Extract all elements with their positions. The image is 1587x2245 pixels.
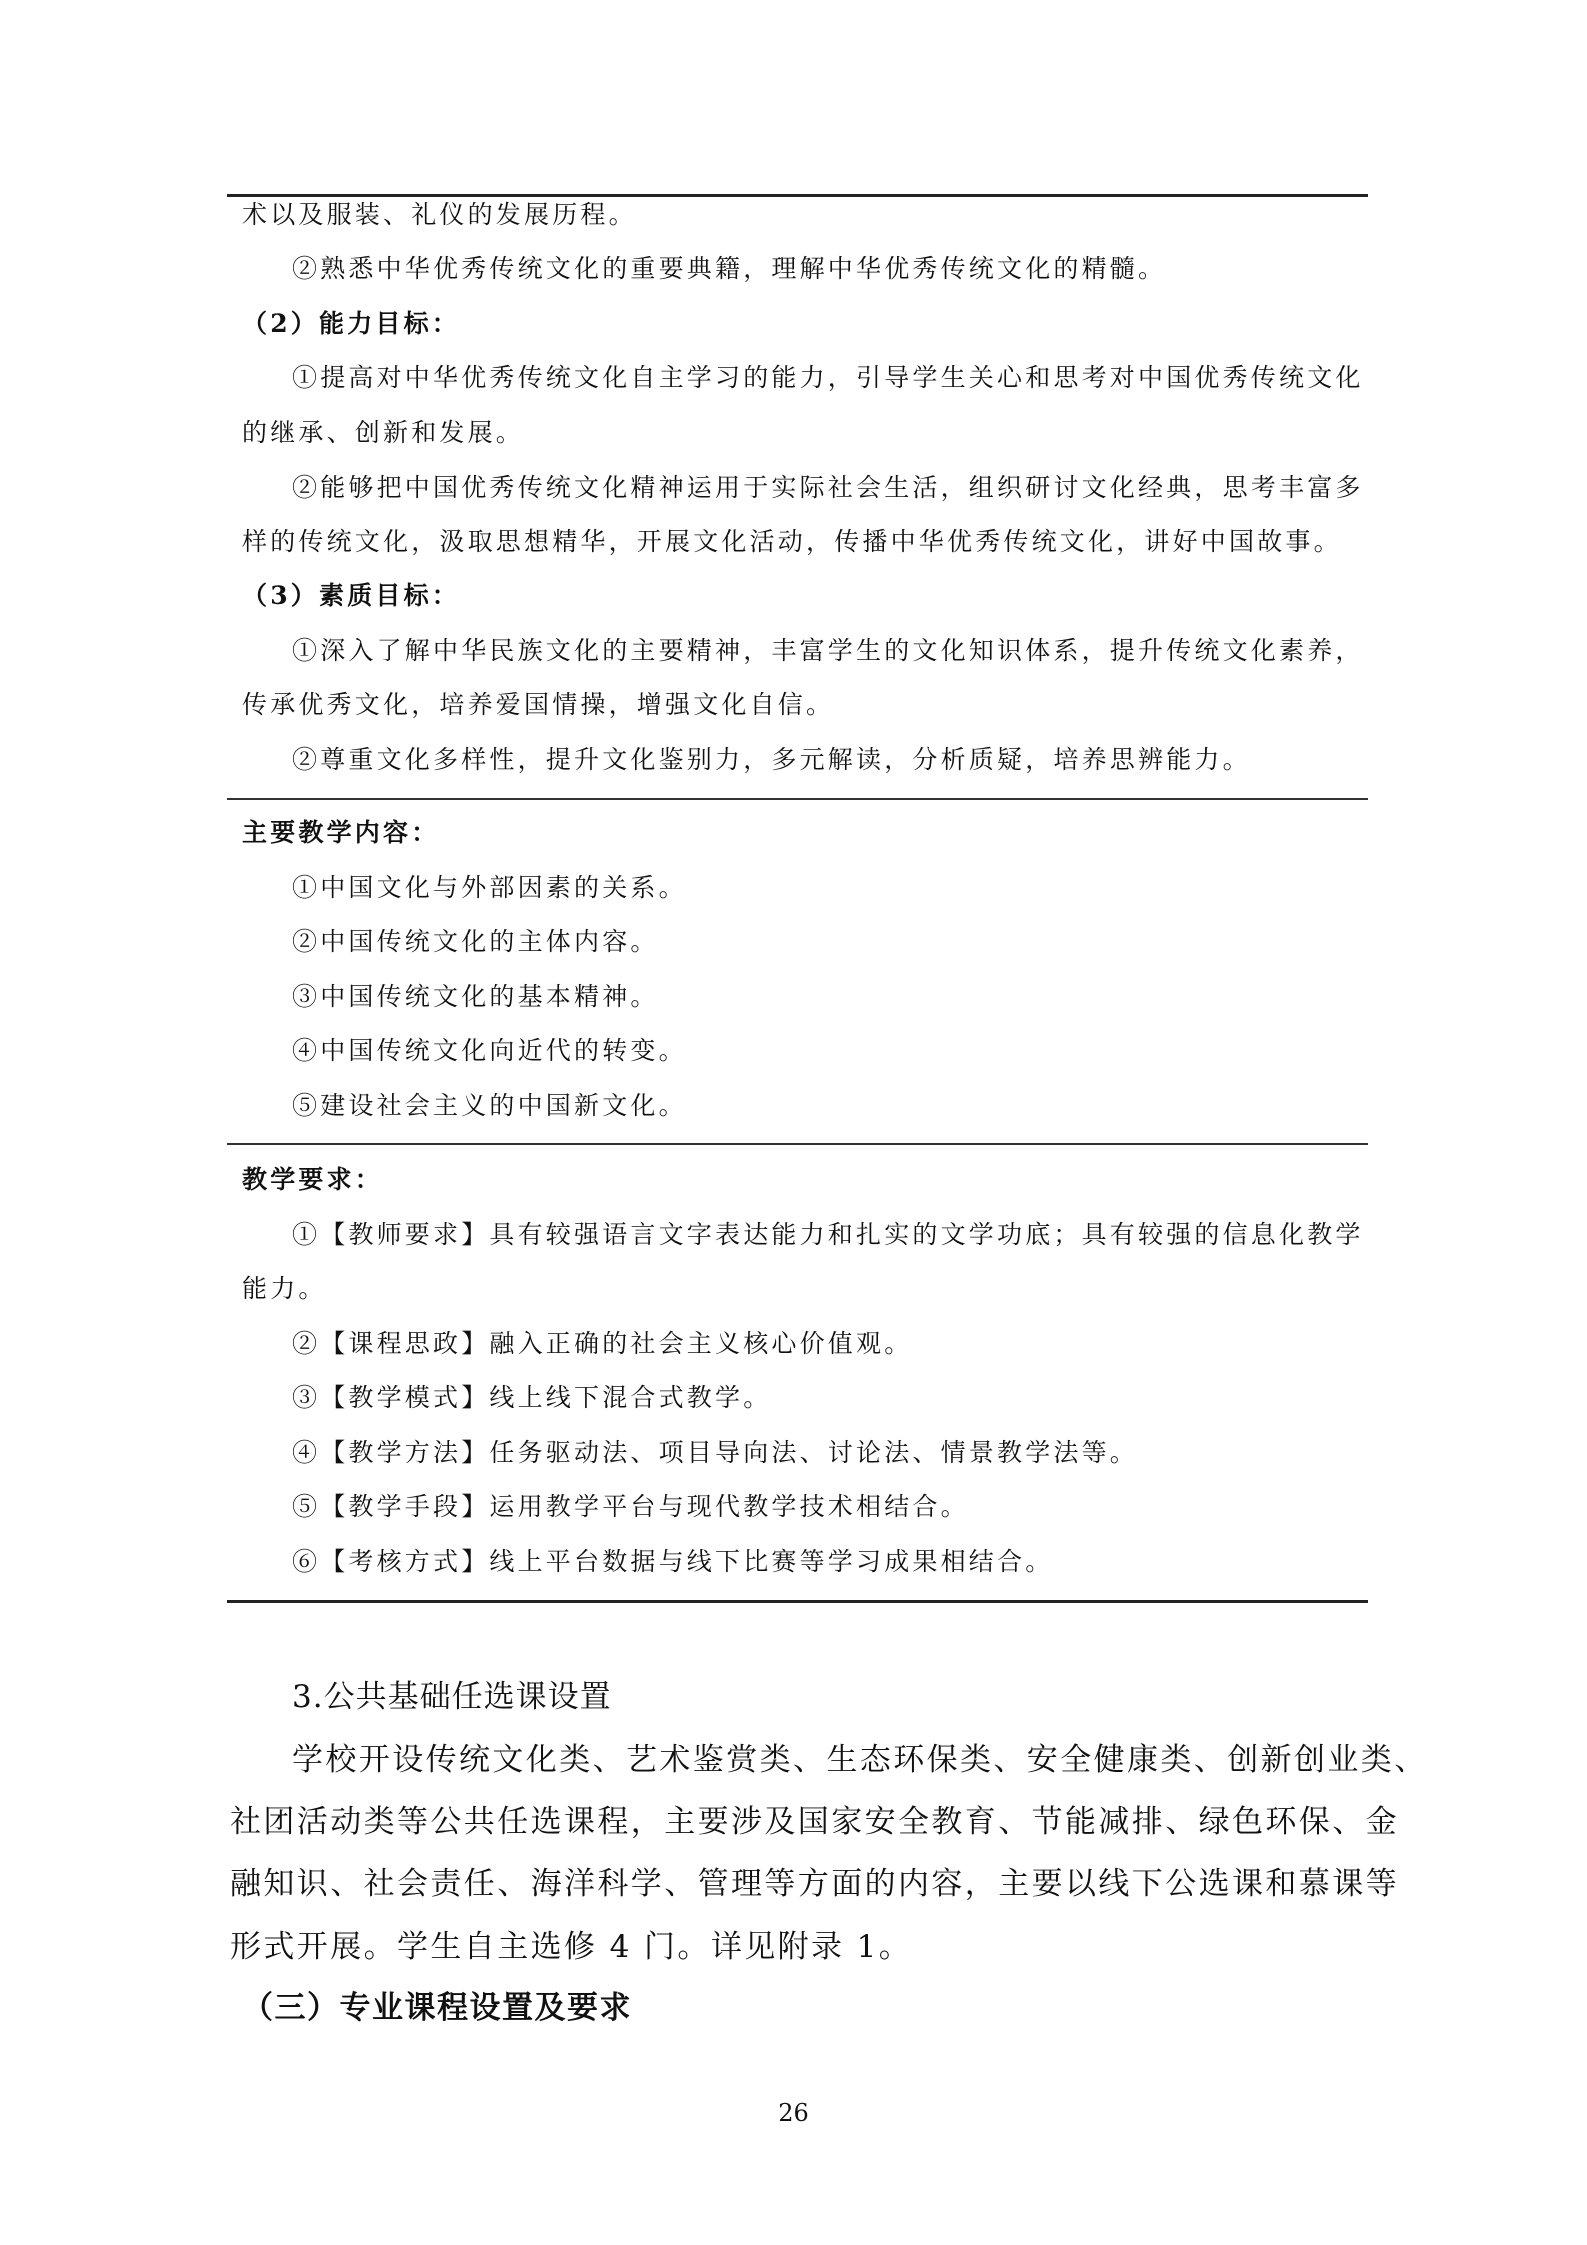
quality-item-1-line-1: ①深入了解中华民族文化的主要精神，丰富学生的文化知识体系，提升传统文化素养， — [292, 636, 1364, 665]
content-item: ④中国传统文化向近代的转变。 — [292, 1036, 687, 1065]
requirement-item: ⑥【考核方式】线上平台数据与线下比赛等学习成果相结合。 — [292, 1547, 1054, 1576]
requirement-item-1-line-2: 能力。 — [242, 1274, 327, 1303]
ability-item-1-line-2: 的继承、创新和发展。 — [242, 418, 525, 447]
ability-heading: （2）能力目标： — [242, 309, 460, 338]
quality-item-1-line-2: 传承优秀文化，培养爱国情操，增强文化自信。 — [242, 690, 835, 719]
row-divider-content-requirements — [227, 1143, 1368, 1145]
teaching-requirements-heading: 教学要求： — [242, 1165, 384, 1194]
knowledge-item-2: ②熟悉中华优秀传统文化的重要典籍，理解中华优秀传统文化的精髓。 — [292, 254, 1167, 283]
content-item: ③中国传统文化的基本精神。 — [292, 982, 659, 1011]
section-three-heading: （三）专业课程设置及要求 — [242, 1990, 632, 2026]
section-3-paragraph-line: 社团活动类等公共任选课程，主要涉及国家安全教育、节能减排、绿色环保、金 — [230, 1804, 1399, 1840]
requirement-item: ③【教学模式】线上线下混合式教学。 — [292, 1383, 772, 1412]
section-3-paragraph-line: 学校开设传统文化类、艺术鉴赏类、生态环保类、安全健康类、创新创业类、 — [292, 1742, 1428, 1778]
page-number: 26 — [778, 2099, 809, 2127]
requirement-item-1-line-1: ①【教师要求】具有较强语言文字表达能力和扎实的文学功底；具有较强的信息化教学 — [292, 1220, 1364, 1249]
section-3-paragraph-line: 形式开展。学生自主选修 4 门。详见附录 1。 — [230, 1929, 913, 1965]
ability-item-2-line-2: 样的传统文化，汲取思想精华，开展文化活动，传播中华优秀传统文化，讲好中国故事。 — [242, 527, 1342, 556]
teaching-content-heading: 主要教学内容： — [242, 818, 440, 847]
section-3-paragraph-line: 融知识、社会责任、海洋科学、管理等方面的内容，主要以线下公选课和慕课等 — [230, 1866, 1399, 1902]
section-3-heading: 3.公共基础任选课设置 — [292, 1679, 612, 1715]
quality-heading: （3）素质目标： — [242, 581, 460, 610]
table-bottom-border — [227, 1600, 1368, 1603]
ability-item-2-line-1: ②能够把中国优秀传统文化精神运用于实际社会生活，组织研讨文化经典，思考丰富多 — [292, 473, 1364, 502]
quality-item-2: ②尊重文化多样性，提升文化鉴别力，多元解读，分析质疑，培养思辨能力。 — [292, 745, 1251, 774]
row-divider-objectives-content — [227, 798, 1368, 800]
content-item: ②中国传统文化的主体内容。 — [292, 927, 659, 956]
requirement-item: ②【课程思政】融入正确的社会主义核心价值观。 — [292, 1329, 913, 1358]
requirement-item: ④【教学方法】任务驱动法、项目导向法、讨论法、情景教学法等。 — [292, 1438, 1139, 1467]
ability-item-1-line-1: ①提高对中华优秀传统文化自主学习的能力，引导学生关心和思考对中国优秀传统文化 — [292, 363, 1364, 392]
table-top-border — [227, 194, 1368, 197]
content-item: ⑤建设社会主义的中国新文化。 — [292, 1091, 687, 1120]
content-item: ①中国文化与外部因素的关系。 — [292, 873, 687, 902]
knowledge-tail-line: 术以及服装、礼仪的发展历程。 — [242, 200, 637, 229]
requirement-item: ⑤【教学手段】运用教学平台与现代教学技术相结合。 — [292, 1492, 969, 1521]
